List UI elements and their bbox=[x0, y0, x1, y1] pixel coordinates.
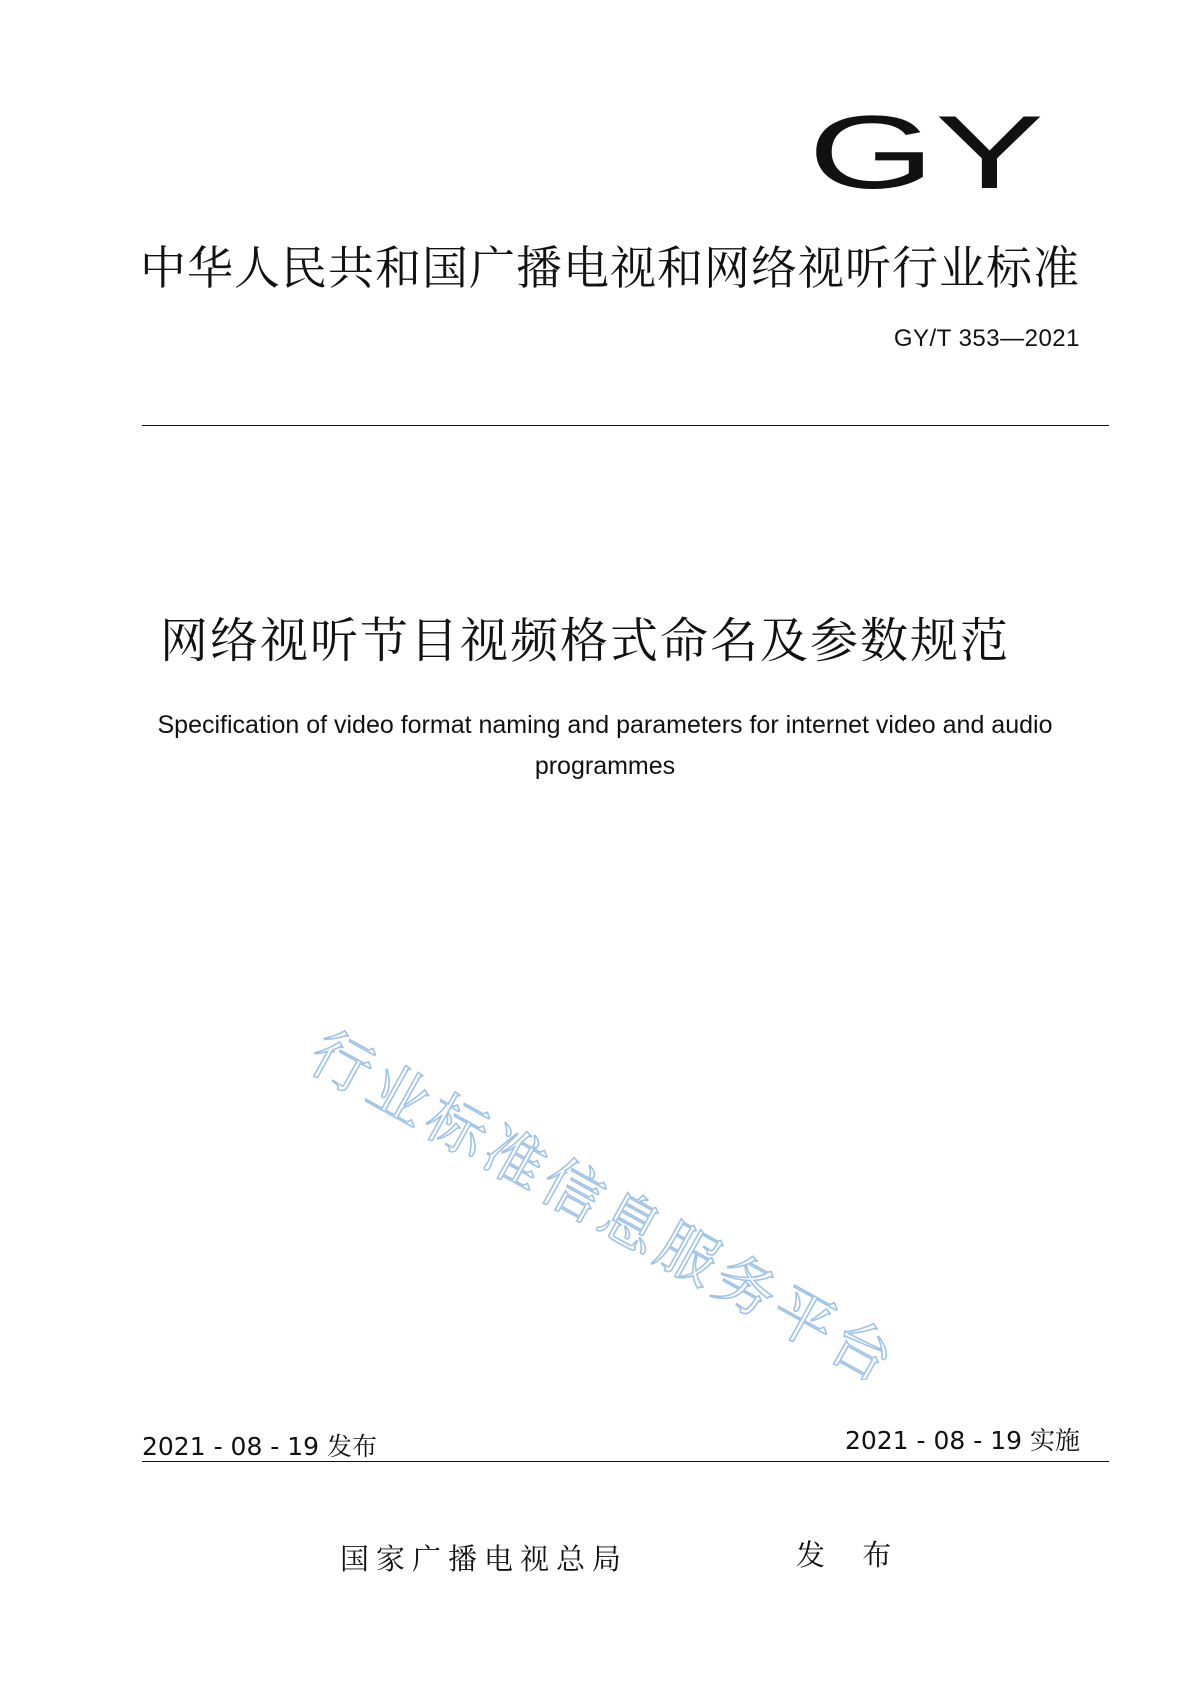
watermark-text: 行业标准信息服务平台 bbox=[300, 1018, 910, 1380]
top-divider bbox=[142, 425, 1109, 426]
title-chinese: 网络视听节目视频格式命名及参数规范 bbox=[160, 613, 1011, 669]
watermark bbox=[300, 1000, 960, 1380]
gy-logo-text: GY bbox=[808, 95, 1044, 211]
publisher-name: 国家广播电视总局 bbox=[340, 1542, 629, 1576]
implementation-date: 2021 - 08 - 19 实施 bbox=[844, 1426, 1080, 1455]
publish-label: 发 布 bbox=[796, 1538, 906, 1572]
sector-title: 中华人民共和国广播电视和网络视听行业标准 bbox=[140, 241, 1080, 295]
gy-logo-mark bbox=[808, 92, 1048, 212]
issue-date: 2021 - 08 - 19 发布 bbox=[142, 1432, 378, 1461]
bottom-divider bbox=[142, 1461, 1109, 1462]
title-english-line-1: Specification of video format naming and parameters for internet video and audio bbox=[157, 711, 1053, 739]
standard-code: GY/T 353—2021 bbox=[893, 325, 1080, 352]
title-english bbox=[120, 705, 1090, 787]
title-english-line-2: programmes bbox=[534, 752, 676, 780]
gy-logo bbox=[808, 92, 1048, 212]
watermark-graphic bbox=[300, 1000, 960, 1380]
